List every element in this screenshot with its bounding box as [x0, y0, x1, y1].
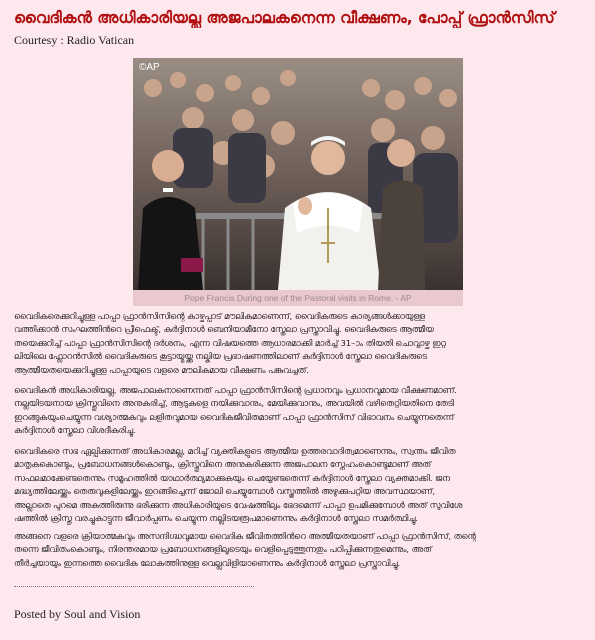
paragraph-4 [14, 530, 582, 570]
paragraph-line: ആത്മീയതയെക്കുറിച്ചുള്ള പാപ്പായുടെ വളരെ മൗലികമായ വീക്ഷണം പങ്കുവച്ചത്. [14, 364, 309, 375]
paragraph-line: നല്ലയിടയനായ ക്രിസ്തുവിനെ അനുകരിച്ച്, ആടുകളെ നയിക്കുവാനും, മേയിക്കുവാനും, അവയിൽ വഴിതെറ്റിയതിനെ തേടി [14, 398, 455, 409]
paragraph-3 [14, 445, 582, 525]
paragraph-line: വത്തിക്കാൻ സംഘത്തിൻറെ പ്രീഫെക്ട്, കർദ്ദിനാൾ ബെനിയാമീനോ സ്തേലാ പ്രസ്താവിച്ചു. വൈദികരുടെ ആത്മീയ [14, 324, 434, 335]
paragraph-line: ഇറങ്ങുകയുംചെയ്യുന്ന വശ്യാത്മകവും ലളിതവുമായ വൈദികജീവിതമാണ് പാപ്പാ ഫ്രാൻസിസ് വിഭാവനം ചെയ്യുന്നതെന്ന് [14, 411, 454, 422]
paragraph-line: സഫലമാക്കേണ്ടതെന്നും സമൂഹത്തിൽ യാഥാർത്ഥ്യമാക്കുകയും ചെയ്യേണ്ടതെന്ന് കർദ്ദിനാൾ സ്തേലാ വ്യക്തമാക്കി. ജന [14, 472, 450, 483]
paragraph-line: വൈദികരെക്കുറിച്ചുള്ള പാപ്പാ ഫ്രാൻസിസിന്റെ കാഴ്ചപ്പാട് മൗലികമാണെന്ന്, വൈദികരുടെ കാര്യങ്ങൾക്കായുള്ള [14, 311, 425, 321]
paragraph-line: ലിയിലെ ഫ്ലോറൻസിൽ വൈദികരുടെ കൂട്ടായ്മയ്ക്കു നല്കിയ പ്രഭാഷണത്തിലാണ് കർദ്ദിനാൾ സ്തേലാ വൈദികരുടെ [14, 351, 427, 362]
paragraph-line: മാതൃകകൊണ്ടും, പ്രബോധനങ്ങൾകൊണ്ടും, ക്രിസ്തുവിനെ അനുകരിക്കുന്ന അജപാലന സ്നേഹംകൊണ്ടുമാണ് അത് [14, 459, 431, 470]
photo-caption: Pope Francis During one of the Pastoral visits in Rome. - AP [184, 293, 412, 303]
paragraph-line: തയെക്കുറിച്ച് പാപ്പാ ഫ്രാൻസിസിന്റെ ദർശനം, എന്ന വിഷയത്തെ ആധാരമാക്കി മാർച്ച് 31–ാം തിയതി ചൊവ്വാഴ്ച ഇറ്റ [14, 337, 446, 348]
paragraph-line: ഷത്തിൽ ക്രിസ്തു വരച്ചുകാട്ടുന്ന ജീവാർപ്പണം ചെയ്യുന്ന നല്ലിടയരൂപമാണെന്നും കർദ്ദിനാൾ സ്തേലാ സമർത്ഥിച്ചു. [14, 513, 418, 524]
courtesy-line: Courtesy : Radio Vatican [14, 33, 135, 47]
paragraph-line: അല്ലാതെ പുറമെ അകത്തിരുന്നു ഭരിക്കുന്ന അധികാരിയുടെ വേഷത്തിലും ഭേദമെന്ന് പാപ്പാ ഉപമിക്കുമ്പോൾ അത് സുവിശേ [14, 499, 463, 510]
dotted-divider [14, 586, 254, 587]
article-photo [133, 58, 463, 290]
paragraph-line: വൈദികരെ സഭ ഏല്പിക്കുന്നത് അധികാരമല്ല, മറിച്ച് വ്യക്തികളുടെ ആത്മീയ ഉത്തരവാദിത്വമാണെന്നും, സ്വന്തം ജീവിത [14, 446, 456, 456]
paragraph-1 [14, 310, 582, 377]
paragraph-line: കർദ്ദിനാൾ സ്തേലാ വിശദീകരിച്ചു. [14, 425, 136, 436]
article-title: വൈദികൻ അധികാരിയല്ല അജപാലകനെന്ന വീക്ഷണം, പോപ്പ് ഫ്രാൻസിസ് [14, 9, 555, 27]
posted-by-link[interactable]: Posted by Soul and Vision [14, 607, 141, 621]
paragraph-2 [14, 384, 582, 438]
paragraph-line: തീർച്ചയായും ഇന്നത്തെ വൈദിക ലോകത്തിനുള്ള വെല്ലുവിളിയാണെന്നും കർദ്ദിനാൾ സ്തേലാ പ്രസ്താവിച്ചു. [14, 557, 401, 568]
paragraph-line: തന്നെ ജീവിതംകൊണ്ടും, നിരന്തരമായ പ്രബോധനങ്ങളിലൂടെയും വെളിപ്പെടുത്തുന്നതും പഠിപ്പിക്കുന്നതുമെന്നും, അത് [14, 544, 432, 555]
photo-watermark: ©AP [139, 62, 160, 73]
photo-figure [133, 58, 463, 306]
photo-illustration [133, 58, 463, 290]
paragraph-line: മദ്ധ്യത്തിലേയ്ക്കും തെരുവുകളിലേയ്ക്കും ഇറങ്ങിച്ചെന്ന് ജോലി ചെയ്യുമ്പോൾ വസ്ത്രത്തിൽ അഴുക്കുപറ്റിയ അവസ്ഥയാണ്, [14, 486, 436, 497]
paragraph-line: വൈദികൻ അധികാരിയല്ല, അജപാലകനാണെന്നത് പാപ്പാ ഫ്രാൻസിസിന്റെ പ്രധാനവും പ്രധാനവുമായ വീക്ഷണമാണ്. [14, 385, 457, 395]
paragraph-line: അങ്ങനെ വളരെ ക്രിയാത്മകവും അസന്ദിഗ്ദ്ധവുമായ വൈദിക ജീവിതത്തിൻറെ അത്മീയതയാണ് പാപ്പാ ഫ്രാൻസിസ്, തന്റെ [14, 531, 476, 541]
